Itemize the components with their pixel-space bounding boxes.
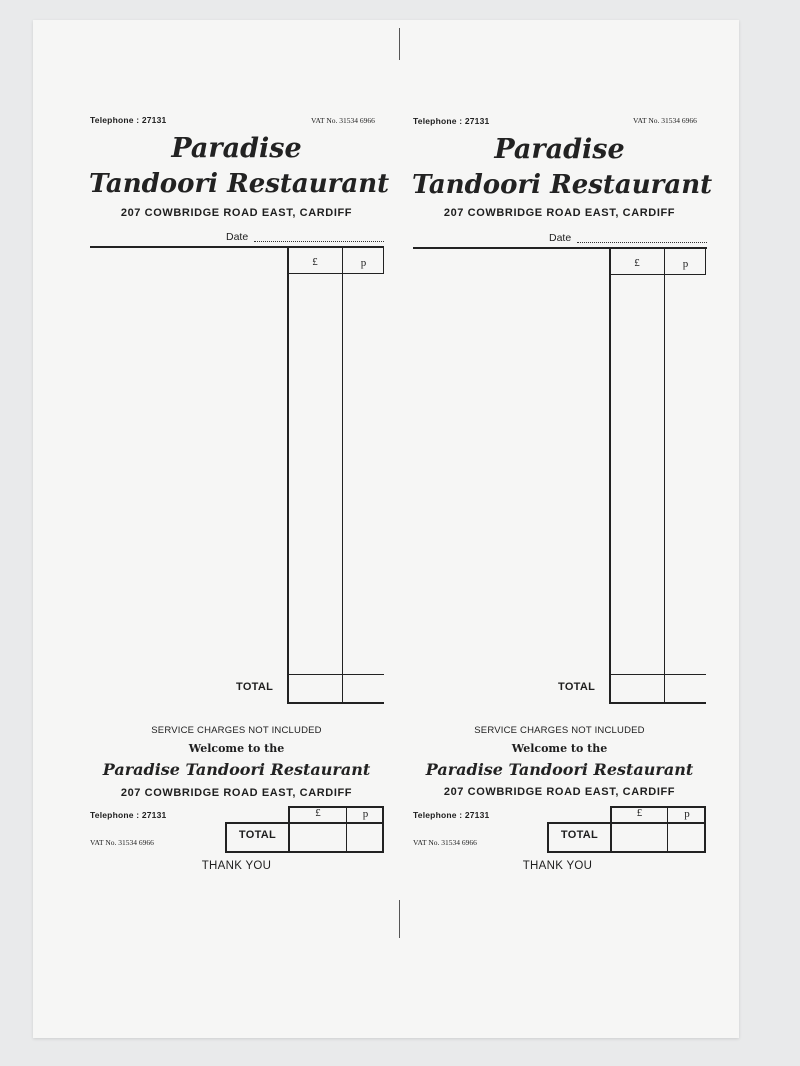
- header-rule: [413, 247, 707, 249]
- bottom-cut-mark: [399, 900, 400, 938]
- date-label: Date: [226, 231, 249, 243]
- total-label: TOTAL: [558, 681, 596, 693]
- pence-column-right: [383, 248, 384, 273]
- footer-box-divider: [610, 822, 706, 824]
- footer-telephone: Telephone : 27131: [90, 810, 167, 820]
- thank-you: THANK YOU: [522, 860, 593, 872]
- date-label: Date: [549, 232, 572, 244]
- footer-telephone: Telephone : 27131: [413, 810, 490, 820]
- column-header-rule: [287, 273, 384, 274]
- total-label: TOTAL: [236, 681, 274, 693]
- column-header-rule: [609, 274, 706, 275]
- restaurant-name-line2: Tandoori Restaurant: [412, 170, 713, 200]
- date-line: [577, 242, 707, 243]
- pounds-column-right: [342, 248, 343, 703]
- telephone: Telephone : 27131: [90, 115, 167, 125]
- total-row-top-rule: [609, 674, 706, 675]
- footer-pence-header: p: [684, 808, 690, 820]
- restaurant-name-line2: Tandoori Restaurant: [89, 169, 390, 199]
- pence-header: p: [360, 257, 367, 269]
- bill-right: [412, 20, 712, 1038]
- vat-number: VAT No. 31534 6966: [633, 116, 697, 125]
- total-row-top-rule: [287, 674, 384, 675]
- footer-pounds-header: £: [636, 807, 643, 819]
- footer-restaurant-name: Paradise Tandoori Restaurant: [425, 760, 694, 779]
- pounds-column-left: [287, 248, 289, 703]
- pounds-header: £: [634, 257, 640, 269]
- total-row-bottom-rule: [609, 702, 706, 704]
- service-charge-note: SERVICE CHARGES NOT INCLUDED: [151, 725, 322, 736]
- date-line: [254, 241, 384, 242]
- footer-box-divider: [288, 822, 384, 824]
- restaurant-name-line1: Paradise: [494, 134, 625, 165]
- pounds-header: £: [312, 256, 318, 268]
- pence-column-right: [705, 249, 706, 274]
- footer-total-label: TOTAL: [238, 829, 277, 841]
- telephone: Telephone : 27131: [413, 116, 490, 126]
- footer-restaurant-name: Paradise Tandoori Restaurant: [102, 760, 371, 779]
- restaurant-name-line1: Paradise: [171, 133, 302, 164]
- footer-address: 207 COWBRIDGE ROAD EAST, CARDIFF: [443, 786, 676, 798]
- thank-you: THANK YOU: [201, 860, 272, 872]
- vat-number: VAT No. 31534 6966: [311, 116, 375, 125]
- restaurant-address: 207 COWBRIDGE ROAD EAST, CARDIFF: [120, 207, 353, 219]
- footer-pounds-header: £: [315, 807, 321, 819]
- footer-total-label: TOTAL: [560, 829, 599, 841]
- welcome-text: Welcome to the: [511, 742, 608, 755]
- paper-sheet: [33, 20, 739, 1038]
- pounds-column-right: [664, 249, 665, 703]
- footer-pence-header: p: [362, 808, 369, 820]
- total-row-bottom-rule: [287, 702, 384, 704]
- restaurant-address: 207 COWBRIDGE ROAD EAST, CARDIFF: [443, 207, 676, 219]
- footer-address: 207 COWBRIDGE ROAD EAST, CARDIFF: [120, 787, 353, 799]
- welcome-text: Welcome to the: [188, 742, 285, 755]
- pence-header: p: [682, 258, 689, 270]
- top-cut-mark: [399, 28, 400, 60]
- service-charge-note: SERVICE CHARGES NOT INCLUDED: [474, 725, 645, 736]
- footer-vat-number: VAT No. 31534 6966: [90, 838, 154, 847]
- bill-left: [89, 20, 389, 1038]
- footer-vat-number: VAT No. 31534 6966: [413, 838, 477, 847]
- header-rule: [90, 246, 384, 248]
- pounds-column-left: [609, 249, 611, 703]
